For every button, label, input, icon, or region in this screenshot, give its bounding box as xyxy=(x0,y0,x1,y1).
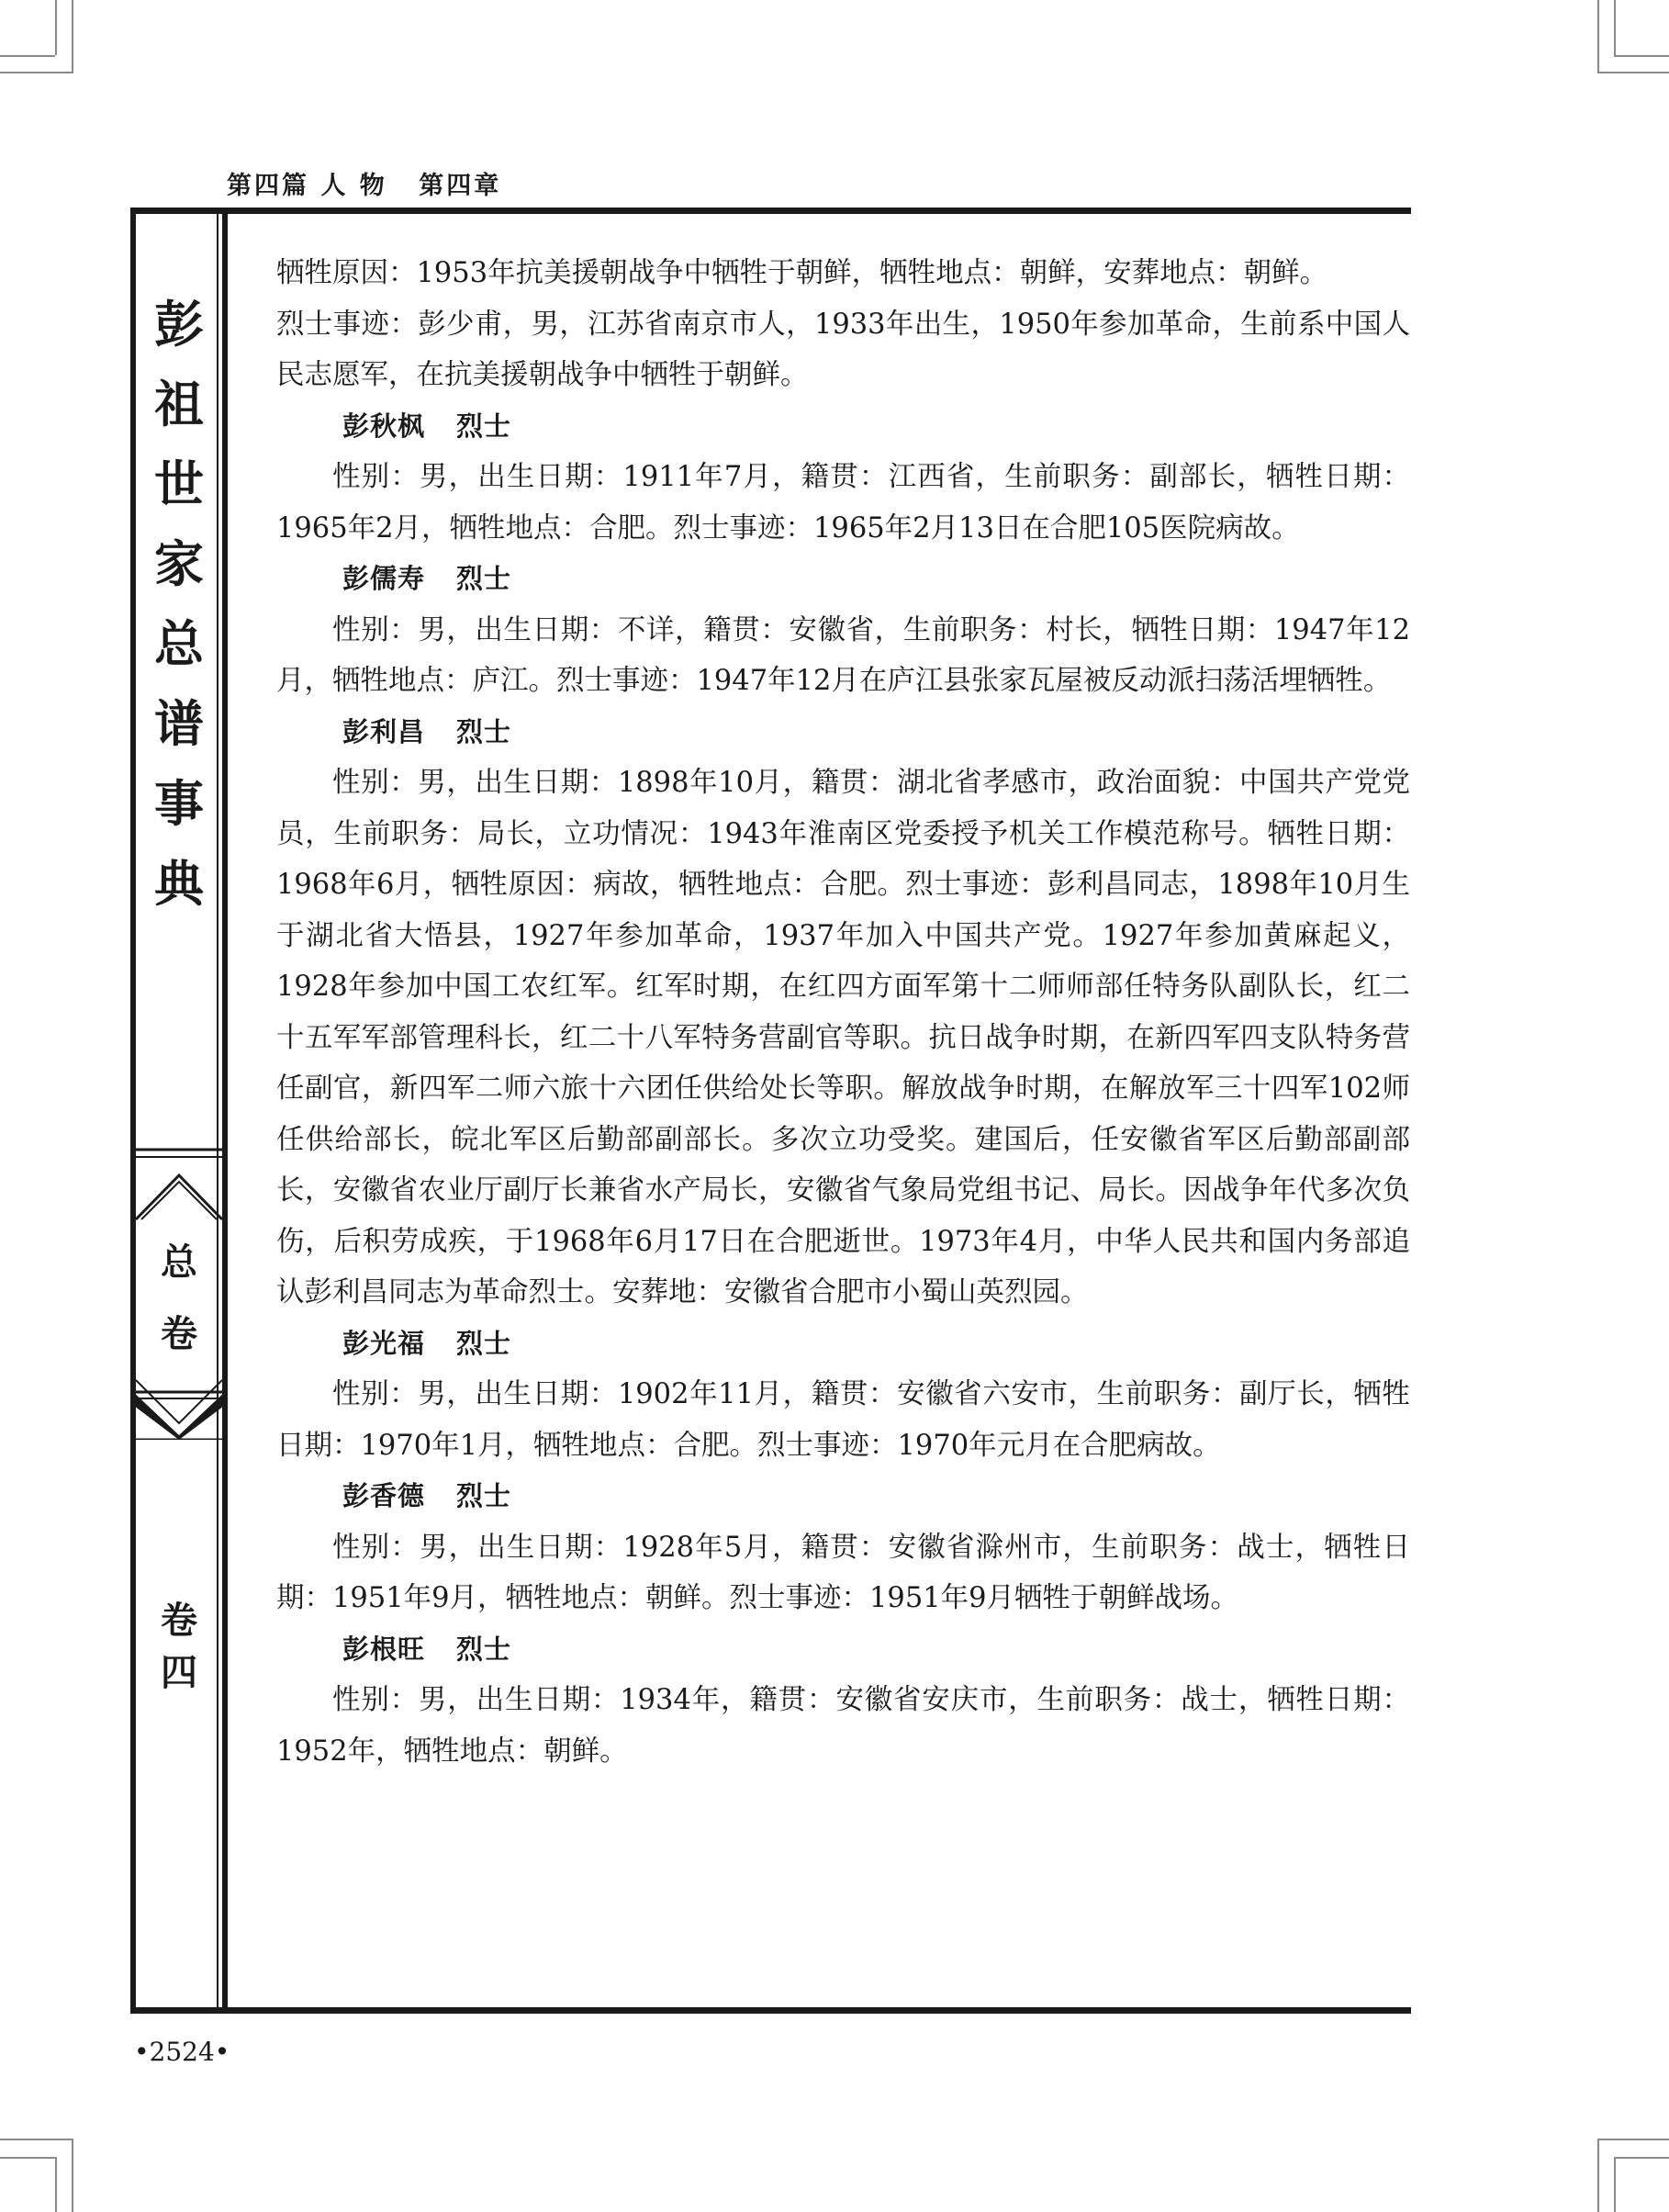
crop-mark xyxy=(0,2139,73,2140)
book-title-char: 总 xyxy=(154,615,204,673)
main-content xyxy=(276,248,1410,1777)
crop-mark xyxy=(1597,2139,1669,2140)
top-rule xyxy=(130,208,1411,214)
crop-mark xyxy=(72,0,73,73)
entry-name: 彭根旺 xyxy=(342,1633,426,1665)
bottom-rule xyxy=(130,2007,1411,2014)
entry-heading xyxy=(276,707,1410,758)
entry-heading xyxy=(276,554,1410,605)
book-title xyxy=(130,285,228,924)
entry-tag: 烈士 xyxy=(456,715,512,747)
entry-name: 彭秋枫 xyxy=(342,410,426,442)
entry-tag: 烈士 xyxy=(456,410,512,442)
book-title-char: 世 xyxy=(154,455,204,513)
crop-mark xyxy=(55,2157,57,2212)
crop-mark xyxy=(1597,72,1669,73)
book-title-char: 彭 xyxy=(154,296,204,354)
volume-number-char: 四 xyxy=(161,1652,197,1694)
volume-number xyxy=(130,1385,228,1568)
book-title-char: 典 xyxy=(154,855,204,913)
book-title-char: 谱 xyxy=(154,695,204,753)
entry-name: 彭儒寿 xyxy=(342,563,426,594)
paragraph: 烈士事迹：彭少甫，男，江苏省南京市人，1933年出生，1950年参加革命，生前系中国人民志愿军，在抗美援朝战争中牺牲于朝鲜。 xyxy=(276,308,1410,391)
entry-name: 彭利昌 xyxy=(342,715,426,747)
book-title-char: 事 xyxy=(154,775,204,833)
crop-mark xyxy=(1614,55,1669,57)
crop-mark xyxy=(1614,0,1616,55)
sidebar xyxy=(130,209,228,2014)
entry-tag: 烈士 xyxy=(456,1480,512,1511)
entry-heading xyxy=(276,1624,1410,1676)
entry-body: 性别：男，出生日期：不详，籍贯：安徽省，生前职务：村长，牺牲日期：1947年12月，牺牲地点：庐江。烈士事迹：1947年12月在庐江县张家瓦屋被反动派扫荡活埋牺牲。 xyxy=(276,613,1410,697)
crop-mark xyxy=(1614,2157,1616,2212)
volume-badge-ornament xyxy=(130,944,228,1440)
crop-mark xyxy=(1597,2139,1599,2212)
entry-tag: 烈士 xyxy=(456,563,512,594)
crop-mark xyxy=(55,0,57,55)
volume-badge-char: 卷 xyxy=(161,1313,197,1355)
crop-mark xyxy=(0,55,55,57)
paragraph: 牺牲原因：1953年抗美援朝战争中牺牲于朝鲜，牺牲地点：朝鲜，安葬地点：朝鲜。 xyxy=(276,257,1328,289)
header-part: 第四篇 人 物 xyxy=(227,172,387,200)
crop-mark xyxy=(1614,2157,1669,2159)
page-number: •2524• xyxy=(134,2037,230,2067)
entry-name: 彭香德 xyxy=(342,1480,426,1511)
entry-tag: 烈士 xyxy=(456,1327,512,1359)
entry-body: 性别：男，出生日期：1898年10月，籍贯：湖北省孝感市，政治面貌：中国共产党党员，生前职务：局长，立功情况：1943年淮南区党委授予机关工作模范称号。牺牲日期：1968年6月，牺牲原因：病故，牺牲地点：合肥。烈士事迹：彭利昌同志，1898年10月生于湖北省大悟县，1927年参加革命，1937年加入中国共产党。1927年参加黄麻起义，1928年参加中国工农红军。红军时期，在红四方面军第十二师师部任特务队副队长，红二十五军军部管理科长，红二十八军特务营副官等职。抗日战争时期，在新四军四支队特务营任副官，新四军二师六旅十六团任供给处长等职。解放战争时期，在解放军三十四军102师任供给部长，皖北军区后勤部副部长。多次立功受奖。建国后，任安徽省军区后勤部副部长，安徽省农业厅副厅长兼省水产局长，安徽省气象局党组书记、局长。因战争年代多次负伤，后积劳成疾，于1968年6月17日在合肥逝世。1973年4月，中华人民共和国内务部追认彭利昌同志为革命烈士。安葬地：安徽省合肥市小蜀山英烈园。 xyxy=(276,767,1410,1308)
book-title-char: 家 xyxy=(154,535,204,593)
book-title-char: 祖 xyxy=(154,376,204,433)
crop-mark xyxy=(0,72,73,73)
volume-badge-char: 总 xyxy=(161,1241,197,1284)
entry-body: 性别：男，出生日期：1911年7月，籍贯：江西省，生前职务：副部长，牺牲日期：1965年2月，牺牲地点：合肥。烈士事迹：1965年2月13日在合肥105医院病故。 xyxy=(276,461,1410,545)
header-chapter: 第四章 xyxy=(419,172,502,200)
volume-number-separator xyxy=(130,1385,228,1403)
entry-tag: 烈士 xyxy=(456,1633,512,1665)
entry-body: 性别：男，出生日期：1934年，籍贯：安徽省安庆市，生前职务：战士，牺牲日期：1952年，牺牲地点：朝鲜。 xyxy=(276,1684,1410,1768)
crop-mark xyxy=(72,2139,73,2212)
entry-body: 性别：男，出生日期：1902年11月，籍贯：安徽省六安市，生前职务：副厅长，牺牲日期：1970年1月，牺牲地点：合肥。烈士事迹：1970年元月在合肥病故。 xyxy=(276,1378,1410,1462)
volume-badge xyxy=(130,944,228,1440)
entry-name: 彭光福 xyxy=(342,1327,426,1359)
entry-heading xyxy=(276,1471,1410,1522)
entry-heading xyxy=(276,1319,1410,1370)
crop-mark xyxy=(0,2157,55,2159)
running-header xyxy=(227,165,521,201)
entry-body: 性别：男，出生日期：1928年5月，籍贯：安徽省滁州市，生前职务：战士，牺牲日期：1951年9月，牺牲地点：朝鲜。烈士事迹：1951年9月牺牲于朝鲜战场。 xyxy=(276,1531,1410,1614)
volume-number-char: 卷 xyxy=(161,1600,197,1642)
crop-mark xyxy=(1597,0,1599,73)
entry-heading xyxy=(276,401,1410,453)
